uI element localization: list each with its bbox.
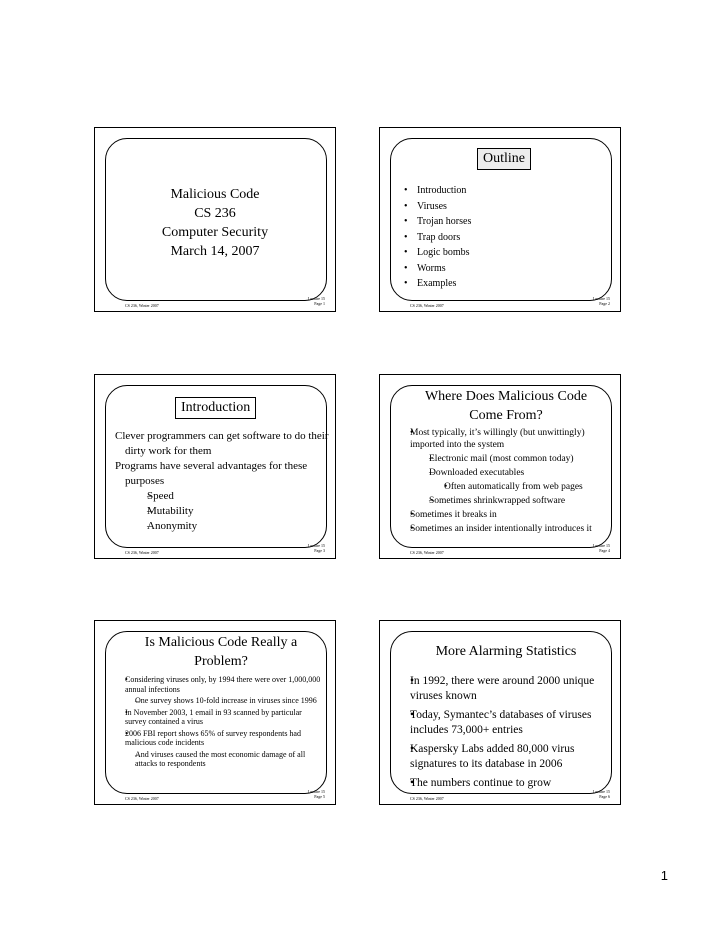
slide-footer-right: Lecture 15 Page 1 (307, 296, 325, 306)
slide-2 (379, 127, 621, 312)
sub-item: – One survey shows 10-fold increase in viruses since 1996 (125, 696, 325, 706)
sub-sub-item: • Often automatically from web pages (436, 481, 605, 493)
slide-body (115, 675, 325, 769)
slide-footer-left: CS 236, Winter 2007 (125, 796, 159, 801)
title-block (95, 185, 335, 261)
bullet-item: • 2006 FBI report shows 65% of survey respondents had malicious code incidents (115, 729, 325, 748)
bullet-item: • Sometimes an insider intentionally introduces it (400, 523, 605, 535)
slide-footer-left: CS 236, Winter 2007 (125, 303, 159, 308)
bullet-item: • Most typically, it’s willingly (but unwittingly) imported into the system (400, 427, 605, 451)
title-line: CS 236 (194, 206, 236, 221)
title-line: Computer Security (161, 225, 269, 240)
slide-body (115, 429, 333, 534)
slide-footer-left: CS 236, Winter 2007 (410, 796, 444, 801)
slide-body (400, 427, 605, 535)
slide-footer-right: Lecture 15 Page 3 (307, 543, 325, 553)
slide-1 (94, 127, 336, 312)
slide-footer-right: Lecture 15 Page 5 (307, 789, 325, 799)
bullet-item: • In 1992, there were around 2000 unique viruses known (400, 674, 605, 704)
sub-item: – Downloaded executables (410, 467, 605, 479)
bullet-item: • Kaspersky Labs added 80,000 virus signatures to its database in 2006 (400, 742, 605, 772)
bullet-item: • Considering viruses only, by 1994 there were over 1,000,000 annual infections (115, 675, 325, 694)
paragraph: Clever programmers can get software to do their dirty work for them (115, 430, 329, 457)
list-item: • Worms (404, 261, 471, 277)
slide-footer-right: Lecture 15 Page 2 (592, 296, 610, 306)
slide-title: Outline (477, 148, 531, 170)
slide-body (400, 674, 605, 791)
paragraph: Programs have several advantages for these purposes (115, 460, 308, 487)
sub-item: – Electronic mail (most common today) (410, 453, 605, 465)
slide-title: Is Malicious Code Really a Problem? (144, 635, 298, 669)
bullet-list (404, 183, 471, 292)
list-item: • Trojan horses (404, 214, 471, 230)
sub-item: – Sometimes shrinkwrapped software (410, 495, 605, 507)
slide-footer-right: Lecture 15 Page 4 (592, 543, 610, 553)
sub-item: – Speed (125, 489, 333, 504)
slide-title: Where Does Malicious Code Come From? (424, 389, 588, 423)
slide-footer-left: CS 236, Winter 2007 (125, 550, 159, 555)
slide-title: Introduction (175, 397, 256, 419)
list-item: • Viruses (404, 199, 471, 215)
slide-4 (379, 374, 621, 559)
list-item: • Examples (404, 276, 471, 292)
sub-item: – Anonymity (125, 519, 333, 534)
slide-6 (379, 620, 621, 805)
sub-item: – And viruses caused the most economic damage of all attacks to respondents (125, 750, 325, 769)
slide-title: More Alarming Statistics (435, 644, 577, 659)
bullet-item: • Today, Symantec’s databases of viruses includes 73,000+ entries (400, 708, 605, 738)
title-line: March 14, 2007 (170, 244, 260, 259)
bullet-item: • The numbers continue to grow (400, 776, 605, 791)
slide-footer-left: CS 236, Winter 2007 (410, 550, 444, 555)
bullet-item: • In November 2003, 1 email in 93 scanned by particular survey contained a virus (115, 708, 325, 727)
slide-footer-left: CS 236, Winter 2007 (410, 303, 444, 308)
list-item: • Introduction (404, 183, 471, 199)
title-line: Malicious Code (170, 187, 260, 202)
slide-3 (94, 374, 336, 559)
sub-item: – Mutability (125, 504, 333, 519)
bullet-item: • Sometimes it breaks in (400, 509, 605, 521)
list-item: • Logic bombs (404, 245, 471, 261)
page-number: 1 (660, 868, 668, 883)
slide-footer-right: Lecture 15 Page 6 (592, 789, 610, 799)
slide-5 (94, 620, 336, 805)
list-item: • Trap doors (404, 230, 471, 246)
